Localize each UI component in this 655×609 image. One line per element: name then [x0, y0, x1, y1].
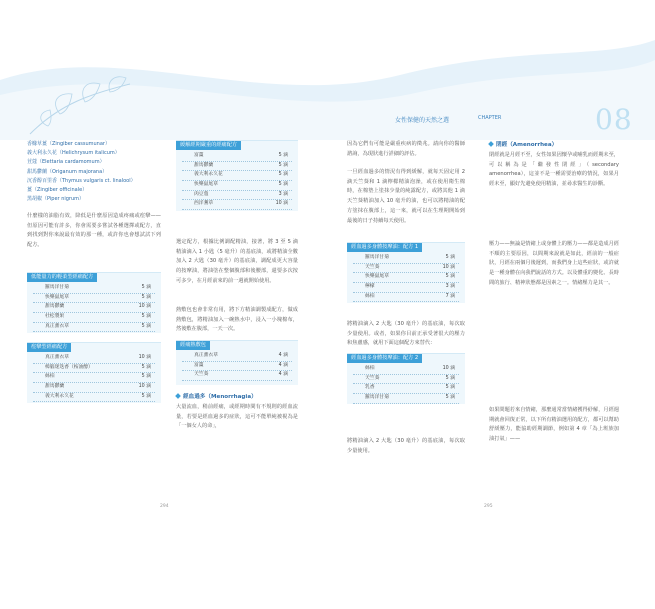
- recipe-row: [182, 200, 292, 210]
- section-amenorrhea-text-1: 閉經就是月經不至，女性如果因懷孕或哺乳而經期未至，可以稱為是「繼發性閉經」（secondary amenorrhea），這並不是一種需要治療的情況，如果月經未至，顯好先避免使用精油，並尋求醫生的診斷。: [489, 152, 619, 188]
- recipe-box-5-rows: [353, 254, 459, 302]
- recipe-oil-quantity: 5 滴: [445, 274, 455, 280]
- recipe-oil-name: 羅馬洋甘菊: [365, 395, 389, 401]
- diamond-bullet-icon: [175, 393, 181, 399]
- recipe-oil-name: 真正薰衣草: [45, 323, 69, 329]
- recipe-box-2: [27, 342, 161, 403]
- recipe-oil-quantity: 5 滴: [141, 294, 151, 300]
- recipe-row: [353, 283, 459, 293]
- essential-oil-item: 香櫞草薑（Zingiber cassumunar）: [27, 141, 110, 147]
- recipe-oil-quantity: 5 滴: [445, 255, 455, 260]
- recipe-oil-name: 杜松漿果: [45, 314, 65, 320]
- recipe-box-6-rows: [353, 365, 459, 404]
- recipe-oil-quantity: 5 滴: [445, 395, 455, 401]
- recipe-box-1: [27, 272, 161, 333]
- right-paragraph-3: 將精油滴入 2 大匙（30 毫升）的基底油，每次取少量使用。或者，如果你目前正承受著很大的壓力和焦慮感，就用下面這個配方來替代：: [347, 321, 465, 347]
- recipe-box-3-title: 緩解經期嚴重的經痛配方: [176, 141, 241, 150]
- recipe-row: [182, 191, 292, 201]
- recipe-oil-quantity: 4 滴: [278, 372, 288, 378]
- recipe-oil-quantity: 5 滴: [278, 153, 288, 158]
- recipe-oil-quantity: 3 滴: [278, 191, 288, 197]
- recipe-row: [33, 364, 155, 374]
- recipe-box-1-rows: [33, 284, 155, 332]
- left-paragraph: 什麼樣的油脂有效，降低是什麼原因造成疼痛或痙攣——但原因可能有許多，你會需要多嘗試各種選擇或配方，直到找到對你來說最有效的那一種，或許你也會想試試下列配方。: [27, 213, 161, 249]
- recipe-row: [353, 375, 459, 385]
- recipe-oil-name: 西洋蓍草: [194, 201, 214, 207]
- recipe-oil-quantity: 4 滴: [278, 353, 288, 358]
- recipe-row: [33, 294, 155, 304]
- recipe-box-3: [176, 140, 298, 211]
- recipe-oil-quantity: 10 滴: [138, 355, 151, 360]
- recipe-oil-name: 天竺葵: [365, 264, 380, 270]
- recipe-oil-name: 羅馬洋甘菊: [365, 255, 389, 260]
- recipe-oil-name: 乳香: [365, 385, 375, 391]
- folio-right: 295: [484, 504, 493, 509]
- recipe-oil-quantity: 5 滴: [141, 285, 151, 290]
- recipe-box-6-title: 經血過多身體按摩油：配方 2: [347, 354, 422, 363]
- essential-oil-item: 荳蔻（Elettaria cardamomum）: [27, 159, 105, 166]
- recipe-oil-quantity: 5 滴: [445, 375, 455, 381]
- recipe-row: [182, 362, 292, 372]
- recipe-oil-quantity: 7 滴: [445, 293, 455, 299]
- recipe-oil-quantity: 5 滴: [141, 374, 151, 380]
- recipe-row: [353, 273, 459, 283]
- essential-oil-item: 甜馬鬱蘭（Origanum majorana）: [27, 168, 108, 175]
- section-menorrhagia-title: 經血過多（Menorrhagia）: [176, 392, 298, 400]
- recipe-row: [182, 162, 292, 172]
- section-menorrhagia-text: 大量流血，稍前經痛，或經期時間有不規則的經血流量，若要是經血過多的症狀，這可不能單純被視為是「一個女人的命」，: [176, 404, 298, 430]
- recipe-box-5: [347, 242, 465, 303]
- recipe-row: [33, 393, 155, 403]
- recipe-row: [33, 303, 155, 313]
- recipe-oil-name: 快樂鼠尾草: [194, 182, 218, 188]
- recipe-oil-name: 絲柏: [365, 293, 375, 299]
- essential-oil-item: 沉香醇百里香（Thymus vulgaris ct. linalool）: [27, 177, 136, 184]
- recipe-row: [353, 365, 459, 375]
- recipe-row: [33, 373, 155, 383]
- recipe-box-4-rows: [182, 352, 292, 381]
- essential-oil-list: [27, 140, 167, 204]
- recipe-oil-name: 檸檬: [365, 284, 375, 290]
- recipe-row: [353, 384, 459, 394]
- recipe-oil-name: 樟腦迷迭香（桉油醇）: [45, 364, 93, 370]
- section-amenorrhea-title: 閉經（Amenorrhea）: [489, 140, 619, 148]
- recipe-oil-quantity: 5 滴: [278, 172, 288, 178]
- recipe-oil-name: 羅馬洋甘菊: [45, 285, 69, 290]
- recipe-oil-name: 真正薰衣草: [45, 355, 69, 360]
- recipe-row: [182, 152, 292, 162]
- recipe-row: [33, 313, 155, 323]
- folio-left: 294: [160, 504, 169, 509]
- recipe-box-5-title: 經血過多身體按摩油：配方 1: [347, 243, 422, 252]
- recipe-oil-quantity: 5 滴: [278, 162, 288, 168]
- diamond-bullet-icon: [488, 141, 494, 147]
- recipe-row: [353, 254, 459, 264]
- recipe-oil-name: 天竺葵: [194, 372, 209, 378]
- recipe-oil-quantity: 3 滴: [445, 284, 455, 290]
- recipe-oil-name: 絲柏: [45, 374, 55, 380]
- recipe-oil-quantity: 4 滴: [278, 362, 288, 368]
- recipe-oil-name: 義大利永久花: [194, 172, 223, 178]
- essential-oil-item: 義大利永久花（Helichrysum italicum）: [27, 150, 120, 157]
- recipe-oil-quantity: 10 滴: [442, 366, 455, 371]
- recipe-oil-quantity: 10 滴: [442, 264, 455, 270]
- recipe-oil-quantity: 5 滴: [141, 393, 151, 399]
- recipe-oil-name: 天竺葵: [365, 375, 380, 381]
- section-amenorrhea-text-3: 如果問題若來自情緒，那麼通常當情緒獲得紓解，月經週期就會回復正常，以下所有精油選用的配方，都可以幫助舒緩壓力，能協助經期調節，例如第 4 章「為上班族加油打氣」——: [489, 407, 619, 443]
- recipe-oil-quantity: 5 滴: [445, 385, 455, 391]
- recipe-box-4: [176, 340, 298, 385]
- recipe-oil-name: 甜馬鬱蘭: [45, 384, 65, 390]
- recipe-row: [33, 323, 155, 333]
- middle-paragraph-1: 選定配方，根據比例調配精油，接著，將 3 至 5 滴精油滴入 1 小匙（5 毫升）的基底油，或將精油全數加入 2 大匙（30 毫升）的基底油，調配成更大容量的按摩油，將油塗在整個腹部和後腰部，還要多次按可多少，在月經前來的前一週就開始使用。: [176, 239, 298, 284]
- recipe-row: [33, 383, 155, 393]
- recipe-box-3-rows: [182, 152, 292, 210]
- recipe-oil-quantity: 5 滴: [278, 182, 288, 188]
- essential-oil-item: 黑胡椒（Piper nigrum）: [27, 196, 85, 203]
- running-header: [395, 103, 635, 136]
- recipe-oil-quantity: 10 滴: [138, 304, 151, 310]
- recipe-oil-name: 快樂鼠尾草: [365, 274, 389, 280]
- recipe-oil-name: 富薑: [194, 362, 204, 368]
- recipe-box-6: [347, 353, 465, 404]
- recipe-oil-name: 甜馬鬱蘭: [45, 304, 65, 310]
- recipe-oil-quantity: 5 滴: [141, 364, 151, 370]
- recipe-box-1-title: 低能量力的輕柔型經痛配方: [27, 273, 97, 282]
- recipe-row: [33, 284, 155, 294]
- recipe-oil-name: 真正薰衣草: [194, 353, 218, 358]
- right-paragraph-1: 因為它們有可能是嚴重疾病的徵兆。請向你的醫師諮詢，為現狀進行詳細的評估。: [347, 141, 465, 157]
- recipe-oil-name: 肉豆蔻: [194, 191, 209, 197]
- recipe-oil-name: 富薑: [194, 153, 204, 158]
- recipe-oil-name: 絲柏: [365, 366, 375, 371]
- right-paragraph-2: 一旦經血過多的情況有得到緩解，就每天固定用 2 滴天竺葵和 1 滴檸檬精油泡澡，或在使用衛生棉時，在棉墊上塗抹少量的純露配方，或將其他 1 滴天竺葵精油加入 10 毫升的油，也可以將精油的配方塗抹在腹部上，這一來，就可以在生理期開始到最後的日子持續每天使用。: [347, 169, 465, 224]
- essential-oil-item: 薑（Zingiber officinale）: [27, 187, 88, 194]
- recipe-row: [182, 352, 292, 362]
- recipe-oil-quantity: 5 滴: [141, 314, 151, 320]
- recipe-row: [353, 394, 459, 404]
- recipe-row: [182, 171, 292, 181]
- recipe-box-2-title: 痙攣型經痛配方: [27, 343, 71, 352]
- recipe-oil-name: 義大利永久花: [45, 393, 74, 399]
- recipe-oil-name: 快樂鼠尾草: [45, 294, 69, 300]
- header-page-number: 08: [595, 103, 633, 136]
- recipe-row: [353, 264, 459, 274]
- recipe-box-2-rows: [33, 354, 155, 402]
- recipe-oil-name: 甜馬鬱蘭: [194, 162, 214, 168]
- recipe-row: [353, 293, 459, 303]
- leaf-illustration-icon: [20, 64, 170, 144]
- right-paragraph-4: 將精油滴入 2 大匙（30 毫升）的基底油，每次取少量使用。: [347, 438, 465, 454]
- recipe-oil-quantity: 10 滴: [138, 384, 151, 390]
- header-subtitle: CHAPTER: [478, 115, 502, 121]
- recipe-box-4-title: 經痛熱敷包: [176, 341, 210, 350]
- recipe-oil-quantity: 10 滴: [275, 201, 288, 207]
- recipe-oil-quantity: 5 滴: [141, 323, 151, 329]
- recipe-row: [182, 181, 292, 191]
- recipe-row: [182, 371, 292, 381]
- section-amenorrhea-text-2: 壓力——無論是情緒上或身體上的壓力——都是造成月經不順的主要原因，以間期來說就是如此，經前的一般症狀，月經在兩個月後遲到，而我們身上這些症狀，或許就是一種身體在向我們說話的方式。以及體重的變化、長時間的旅行、精神狀態都是因素之一。情緒壓力是其一。: [489, 241, 619, 286]
- header-title: 女性保健的天然之選: [395, 117, 450, 124]
- recipe-row: [33, 354, 155, 364]
- middle-paragraph-2: 熱敷包也會非常有用，將下方精油調製成配方，做成熱敷包，將精油加入一碗熱水中，浸入一小塊棉布，然後敷在腹部，一天一次。: [176, 307, 298, 333]
